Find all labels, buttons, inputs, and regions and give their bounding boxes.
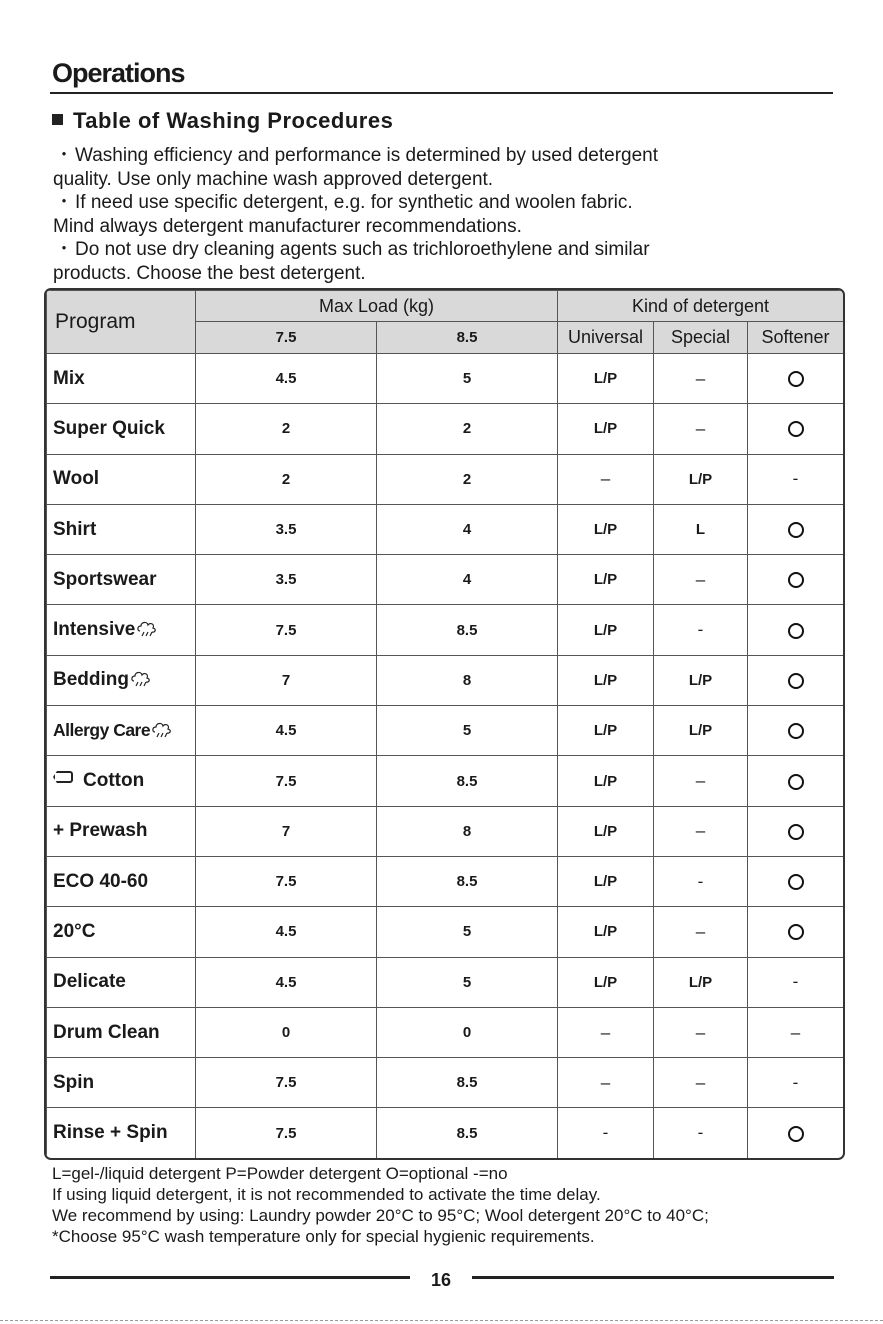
intro-text-line: quality. Use only machine wash approved detergent. <box>53 168 494 190</box>
optional-circle-icon <box>788 924 804 940</box>
header-softener: Softener <box>748 322 844 354</box>
table-row <box>47 555 844 605</box>
program-label: Intensive <box>53 619 136 641</box>
cell-text: 2 <box>462 420 472 438</box>
cell-text: L <box>695 521 706 539</box>
cell-text: 8.5 <box>456 621 478 639</box>
cell-text: 8.5 <box>456 1124 478 1142</box>
optional-circle-icon <box>788 723 804 739</box>
load-7-5-value <box>196 605 377 655</box>
load-7-5-value <box>196 706 377 756</box>
load-7-5-value <box>196 555 377 605</box>
page-number: 16 <box>430 1270 452 1290</box>
table-row <box>47 907 844 957</box>
softener-value <box>748 756 844 806</box>
cell-text: – <box>600 1022 611 1042</box>
universal-value <box>558 605 654 655</box>
table-row <box>47 1058 844 1108</box>
program-label: + Prewash <box>53 820 148 842</box>
optional-circle-icon <box>788 623 804 639</box>
table-row <box>47 1007 844 1057</box>
cell-text: 3.5 <box>275 571 297 589</box>
optional-circle-icon <box>788 824 804 840</box>
program-name <box>47 454 196 504</box>
steam-icon <box>129 669 152 690</box>
note-line: L=gel-/liquid detergent P=Powder detergent O=optional -=no <box>52 1164 508 1183</box>
cell-text: 5 <box>462 973 472 991</box>
cell-text: – <box>695 921 706 941</box>
universal-value <box>558 1058 654 1108</box>
cell-text: 4 <box>462 571 472 589</box>
optional-circle-icon <box>788 371 804 387</box>
bullet-icon: ・ <box>54 239 74 260</box>
universal-value <box>558 756 654 806</box>
intro-line <box>53 191 843 215</box>
load-8-5-value <box>377 454 558 504</box>
table-row <box>47 454 844 504</box>
legend-notes <box>52 1163 709 1247</box>
cell-text: L/P <box>593 873 618 891</box>
cell-text: L/P <box>593 772 618 790</box>
cell-text: 4.5 <box>275 722 297 740</box>
load-8-5-value <box>377 504 558 554</box>
special-value <box>654 856 748 906</box>
softener-value <box>748 907 844 957</box>
cell-text: 5 <box>462 923 472 941</box>
cell-text: – <box>695 771 706 791</box>
load-7-5-value <box>196 504 377 554</box>
cell-text: 4.5 <box>275 923 297 941</box>
cell-text: L/P <box>593 973 618 991</box>
softener-value <box>748 454 844 504</box>
cell-text: - <box>792 972 799 992</box>
cell-text: 8 <box>462 822 472 840</box>
intro-text-line: Washing efficiency and performance is determined by used detergent <box>75 145 658 166</box>
cell-text: 7.5 <box>275 772 297 790</box>
header-max-load: Max Load (kg) <box>196 291 558 322</box>
optional-circle-icon <box>788 421 804 437</box>
cell-text: - <box>792 469 799 489</box>
load-8-5-value <box>377 806 558 856</box>
softener-value <box>748 354 844 404</box>
cell-text: – <box>790 1022 801 1042</box>
cell-text: L/P <box>688 671 713 689</box>
cell-text: - <box>792 1072 799 1092</box>
table-row <box>47 706 844 756</box>
special-value <box>654 655 748 705</box>
load-8-5-value <box>377 1108 558 1158</box>
page-title: Operations <box>52 58 185 88</box>
note-line: *Choose 95°C wash temperature only for special hygienic requirements. <box>52 1227 595 1246</box>
program-label: Rinse + Spin <box>53 1122 168 1144</box>
cell-text: 2 <box>281 420 291 438</box>
program-label: Shirt <box>53 518 97 540</box>
load-7-5-value <box>196 1007 377 1057</box>
special-value <box>654 454 748 504</box>
cell-text: 7.5 <box>275 1074 297 1092</box>
load-8-5-value <box>377 354 558 404</box>
cell-text: 4.5 <box>275 973 297 991</box>
special-value <box>654 555 748 605</box>
load-8-5-value <box>377 856 558 906</box>
program-name <box>47 1108 196 1158</box>
load-8-5-value <box>377 756 558 806</box>
intro-text <box>53 144 843 285</box>
cell-text: - <box>602 1123 609 1143</box>
softener-value <box>748 1108 844 1158</box>
cell-text: – <box>695 418 706 438</box>
load-8-5-value <box>377 1007 558 1057</box>
header-kind-of-detergent: Kind of detergent <box>558 291 844 322</box>
cell-text: 4.5 <box>275 370 297 388</box>
cell-text: – <box>600 1072 611 1092</box>
special-value <box>654 1007 748 1057</box>
header-special: Special <box>654 322 748 354</box>
softener-value <box>748 555 844 605</box>
optional-circle-icon <box>788 874 804 890</box>
program-label: Spin <box>53 1071 95 1093</box>
intro-line <box>53 262 843 286</box>
load-8-5-value <box>377 957 558 1007</box>
load-7-5-value <box>196 756 377 806</box>
program-name <box>47 706 196 756</box>
program-name <box>47 1007 196 1057</box>
universal-value <box>558 655 654 705</box>
softener-value <box>748 655 844 705</box>
cell-text: 7 <box>281 671 291 689</box>
cell-text: 2 <box>462 470 472 488</box>
header-load-8-5: 8.5 <box>377 322 558 354</box>
table-row <box>47 856 844 906</box>
load-8-5-value <box>377 605 558 655</box>
softener-value <box>748 806 844 856</box>
special-value <box>654 756 748 806</box>
special-value <box>654 806 748 856</box>
cotton-tag-icon <box>53 771 73 783</box>
cell-text: 4 <box>462 521 472 539</box>
cell-text: – <box>695 368 706 388</box>
intro-line <box>53 215 843 239</box>
cell-text: – <box>695 1022 706 1042</box>
program-label: Drum Clean <box>53 1021 160 1043</box>
optional-circle-icon <box>788 522 804 538</box>
softener-value <box>748 605 844 655</box>
header-universal: Universal <box>558 322 654 354</box>
special-value <box>654 354 748 404</box>
universal-value <box>558 706 654 756</box>
table-row <box>47 756 844 806</box>
load-8-5-value <box>377 907 558 957</box>
cell-text: L/P <box>593 722 618 740</box>
special-value <box>654 1058 748 1108</box>
program-name <box>47 806 196 856</box>
program-label: Wool <box>53 468 100 490</box>
load-7-5-value <box>196 1108 377 1158</box>
universal-value <box>558 806 654 856</box>
intro-line <box>53 238 843 262</box>
cell-text: L/P <box>688 470 713 488</box>
cell-text: – <box>695 569 706 589</box>
footer-rule-right <box>472 1276 834 1279</box>
program-name <box>47 907 196 957</box>
program-label: Sportswear <box>53 568 157 590</box>
special-value <box>654 706 748 756</box>
cell-text: 0 <box>462 1024 472 1041</box>
cell-text: 8.5 <box>456 1074 478 1092</box>
load-8-5-value <box>377 655 558 705</box>
softener-value <box>748 404 844 454</box>
program-name <box>47 605 196 655</box>
softener-value <box>748 856 844 906</box>
program-label: ECO 40-60 <box>53 870 149 892</box>
cell-text: L/P <box>688 722 713 740</box>
softener-value <box>748 957 844 1007</box>
program-label: Super Quick <box>53 417 165 439</box>
load-8-5-value <box>377 555 558 605</box>
cell-text: L/P <box>593 671 618 689</box>
program-name <box>47 655 196 705</box>
intro-text-line: Do not use dry cleaning agents such as trichloroethylene and similar <box>75 239 650 260</box>
cell-text: 8.5 <box>456 772 478 790</box>
square-bullet-icon <box>52 114 63 125</box>
universal-value <box>558 555 654 605</box>
table-row <box>47 605 844 655</box>
softener-value <box>748 706 844 756</box>
intro-text-line: products. Choose the best detergent. <box>53 262 366 284</box>
cell-text: - <box>697 1123 704 1143</box>
optional-circle-icon <box>788 572 804 588</box>
page-edge-dashed-line <box>0 1320 883 1321</box>
cell-text: 8.5 <box>456 873 478 891</box>
intro-line <box>53 144 843 168</box>
program-name <box>47 504 196 554</box>
load-7-5-value <box>196 856 377 906</box>
footer-rule-left <box>50 1276 410 1279</box>
program-label: Allergy Care <box>53 720 151 741</box>
load-7-5-value <box>196 354 377 404</box>
cell-text: 2 <box>281 470 291 488</box>
load-8-5-value <box>377 706 558 756</box>
program-name <box>47 555 196 605</box>
cell-text: 7.5 <box>275 1124 297 1142</box>
load-7-5-value <box>196 1058 377 1108</box>
universal-value <box>558 957 654 1007</box>
program-name <box>47 957 196 1007</box>
universal-value <box>558 404 654 454</box>
load-7-5-value <box>196 655 377 705</box>
load-7-5-value <box>196 404 377 454</box>
cell-text: L/P <box>593 370 618 388</box>
universal-value <box>558 504 654 554</box>
program-name <box>47 404 196 454</box>
bullet-icon: ・ <box>54 145 74 166</box>
cell-text: L/P <box>593 621 618 639</box>
program-label: Cotton <box>83 770 145 792</box>
special-value <box>654 907 748 957</box>
optional-circle-icon <box>788 1126 804 1142</box>
note-line: We recommend by using: Laundry powder 20°C to 95°C; Wool detergent 20°C to 40°C; <box>52 1206 709 1225</box>
universal-value <box>558 907 654 957</box>
section-heading <box>52 108 393 134</box>
cell-text: L/P <box>593 923 618 941</box>
washing-procedures-table <box>44 288 845 1160</box>
softener-value <box>748 1058 844 1108</box>
cell-text: 7 <box>281 822 291 840</box>
intro-line <box>53 168 843 192</box>
load-8-5-value <box>377 1058 558 1108</box>
optional-circle-icon <box>788 673 804 689</box>
cell-text: 8 <box>462 671 472 689</box>
program-name <box>47 354 196 404</box>
program-label: Delicate <box>53 971 126 993</box>
load-7-5-value <box>196 806 377 856</box>
table-row <box>47 655 844 705</box>
program-label: Mix <box>53 367 85 389</box>
cell-text: – <box>695 821 706 841</box>
load-7-5-value <box>196 454 377 504</box>
universal-value <box>558 856 654 906</box>
universal-value <box>558 354 654 404</box>
cell-text: 5 <box>462 370 472 388</box>
special-value <box>654 605 748 655</box>
program-label: 20°C <box>53 920 96 942</box>
table-row <box>47 504 844 554</box>
steam-icon <box>150 720 173 740</box>
load-7-5-value <box>196 957 377 1007</box>
cell-text: 7.5 <box>275 873 297 891</box>
cell-text: L/P <box>688 973 713 991</box>
softener-value <box>748 504 844 554</box>
special-value <box>654 504 748 554</box>
cell-text: 0 <box>281 1024 291 1041</box>
cell-text: L/P <box>593 521 618 539</box>
note-line: If using liquid detergent, it is not recommended to activate the time delay. <box>52 1185 601 1204</box>
cell-text: L/P <box>593 822 618 840</box>
special-value <box>654 404 748 454</box>
cell-text: – <box>695 1072 706 1092</box>
special-value <box>654 957 748 1007</box>
program-name <box>47 856 196 906</box>
steam-icon <box>135 619 158 640</box>
cell-text: - <box>697 620 704 640</box>
section-title: Table of Washing Procedures <box>73 108 394 133</box>
cell-text: 3.5 <box>275 521 297 539</box>
header-load-7-5: 7.5 <box>196 322 377 354</box>
table-row <box>47 957 844 1007</box>
cell-text: – <box>600 469 611 489</box>
intro-text-line: If need use specific detergent, e.g. for synthetic and woolen fabric. <box>75 192 633 213</box>
cell-text: 7.5 <box>275 621 297 639</box>
softener-value <box>748 1007 844 1057</box>
cell-text: 5 <box>462 722 472 740</box>
table-row <box>47 1108 844 1158</box>
program-label: Bedding <box>53 669 129 691</box>
cell-text: L/P <box>593 571 618 589</box>
special-value <box>654 1108 748 1158</box>
bullet-icon: ・ <box>54 192 74 213</box>
load-7-5-value <box>196 907 377 957</box>
table-row <box>47 806 844 856</box>
table-row <box>47 354 844 404</box>
table-row <box>47 404 844 454</box>
cell-text: L/P <box>593 420 618 438</box>
program-name <box>47 756 196 806</box>
title-underline <box>50 92 833 94</box>
universal-value <box>558 1007 654 1057</box>
load-8-5-value <box>377 404 558 454</box>
universal-value <box>558 1108 654 1158</box>
header-program: Program <box>47 291 196 354</box>
intro-text-line: Mind always detergent manufacturer recommendations. <box>53 215 522 237</box>
program-name <box>47 1058 196 1108</box>
cell-text: - <box>697 871 704 891</box>
universal-value <box>558 454 654 504</box>
optional-circle-icon <box>788 774 804 790</box>
